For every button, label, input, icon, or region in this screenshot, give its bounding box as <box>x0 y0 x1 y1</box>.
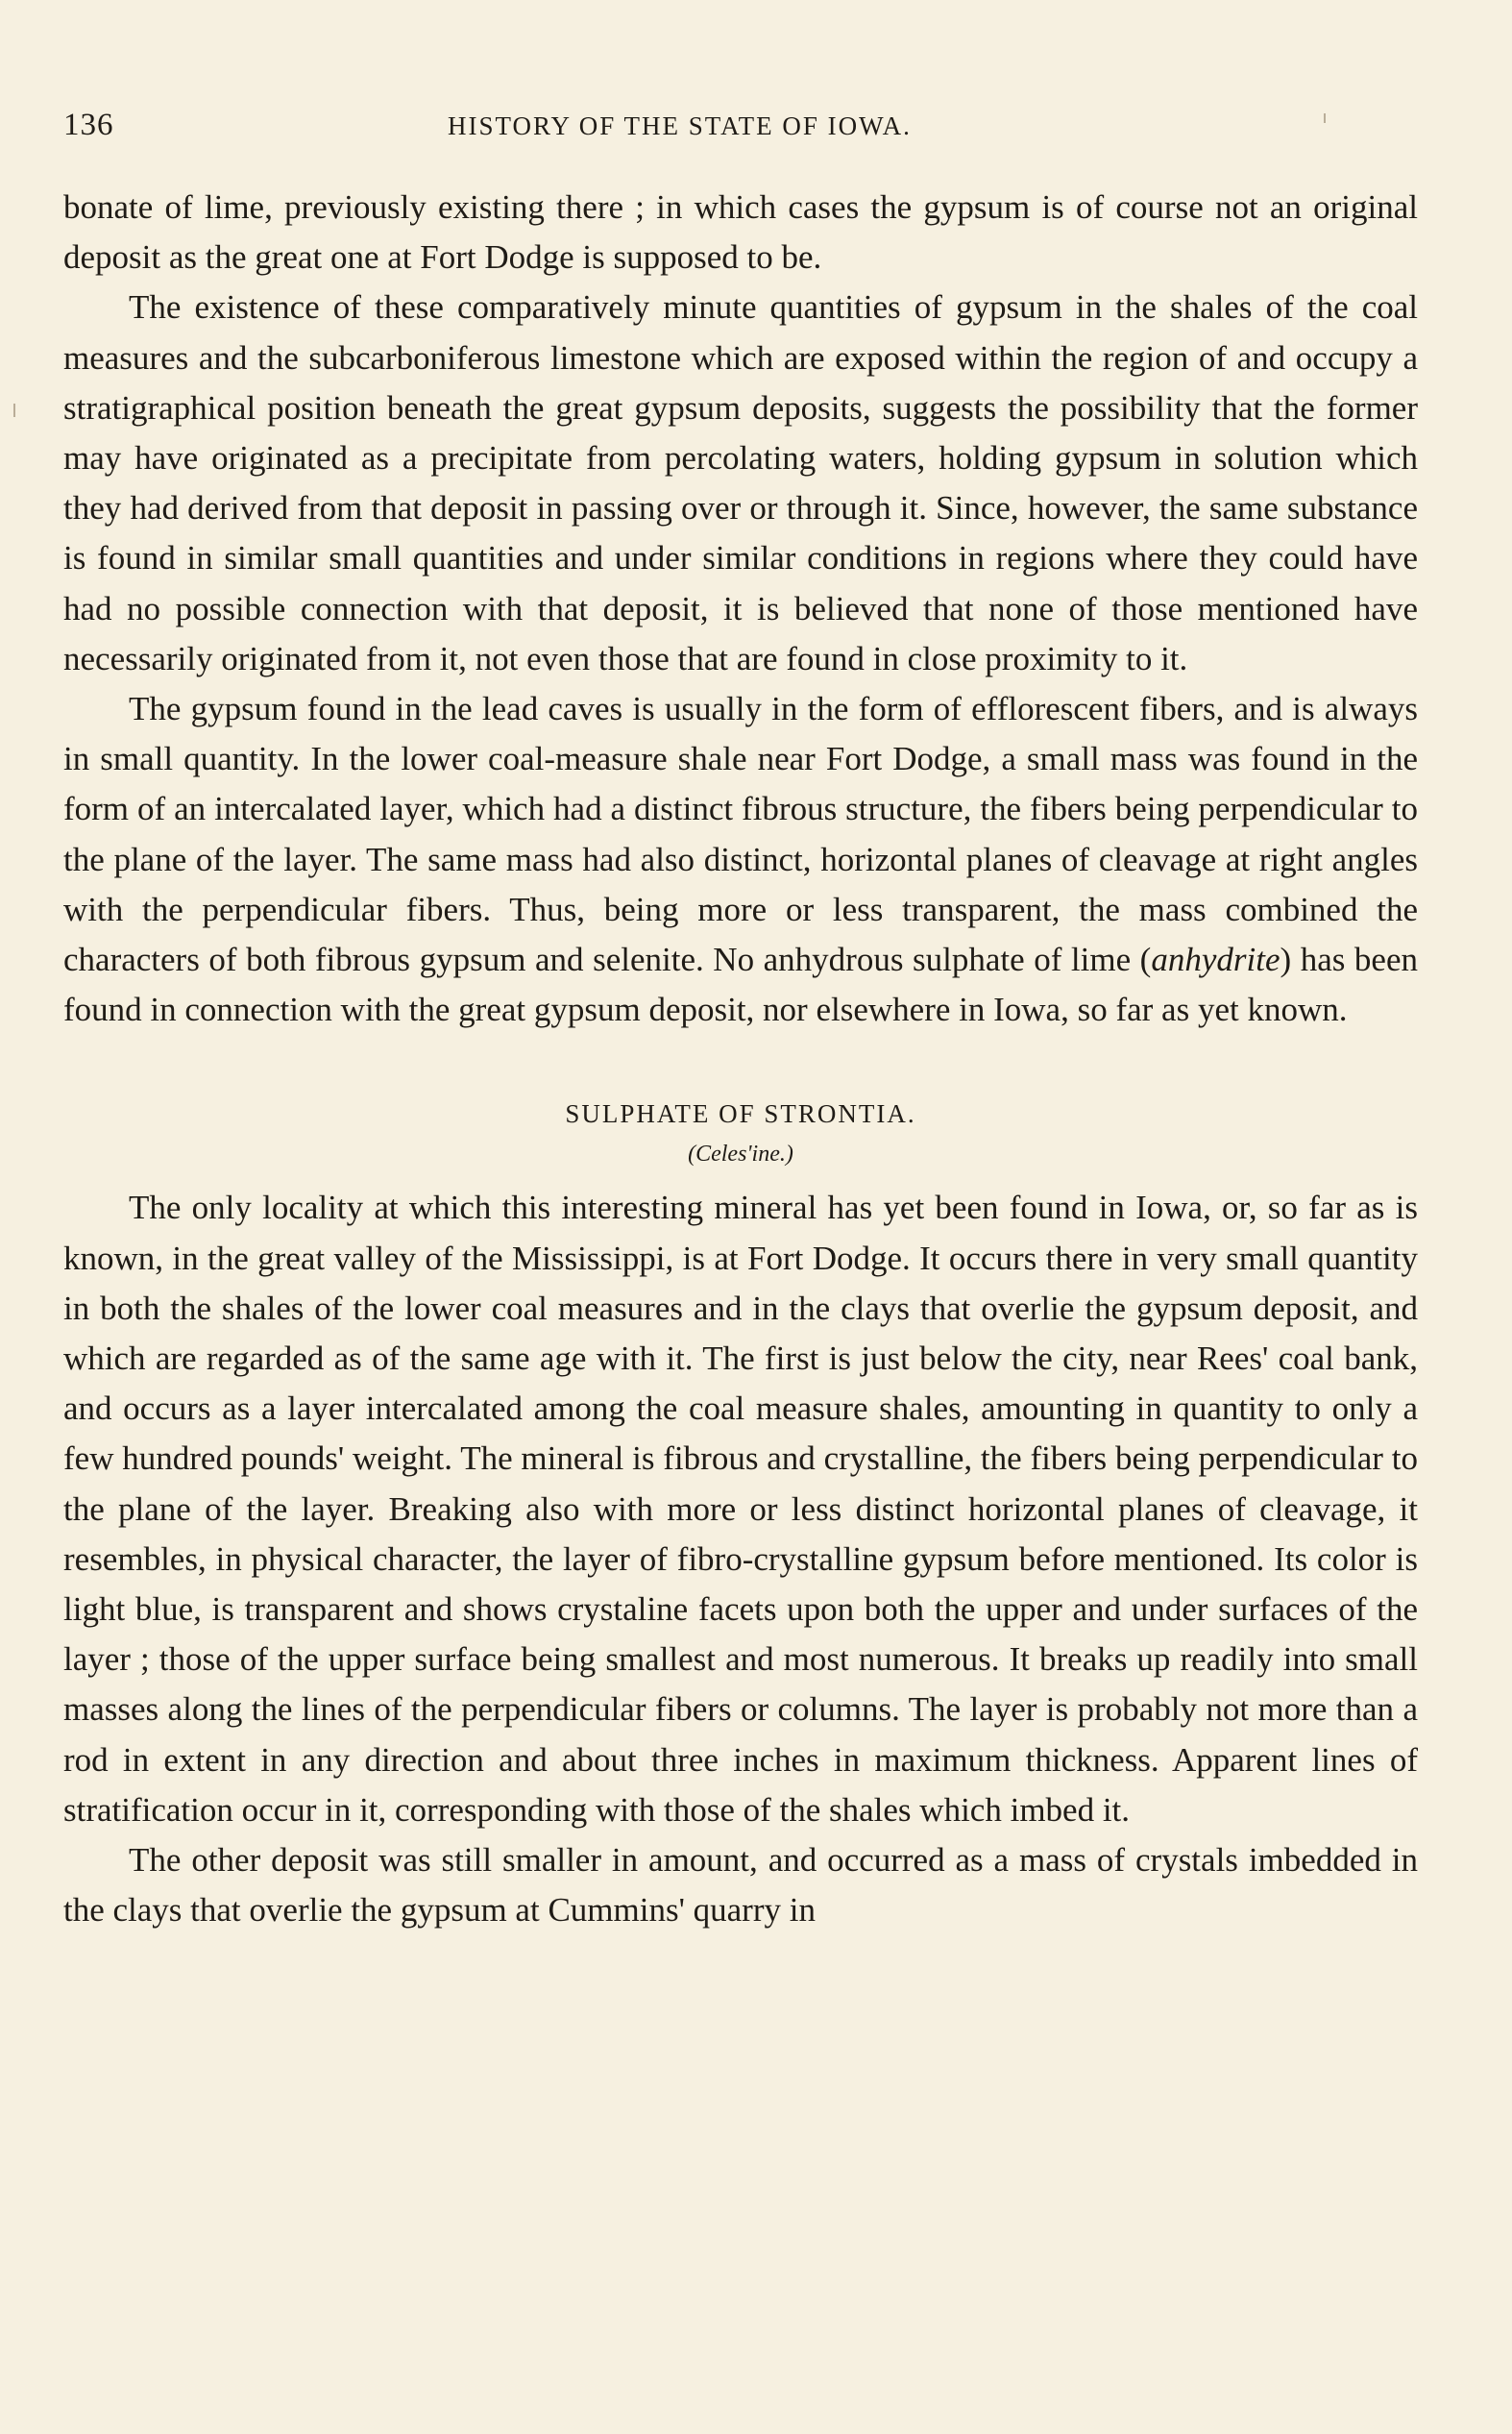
paragraph-gypsum-lead-caves <box>63 684 1418 1035</box>
paragraph-gypsum-minute-quantities: The existence of these comparatively minute quantities of gypsum in the shales of the coal measures and the subcarboniferous limestone which are exposed within the region of and occupy a stratigraphical position beneath the great gypsum deposits, suggests the possibility that the former may have originated as a precipitate from percolating waters, holding gypsum in solution which they had derived from that deposit in passing over or through it. Since, however, the same substance is found in similar small quantities and under similar conditions in regions where they could have had no possible connection with that deposit, it is believed that none of those mentioned have necessarily originated from it, not even those that are found in close proximity to it. <box>63 288 1418 677</box>
paper-speck <box>1324 113 1326 123</box>
page-body <box>63 183 1418 1936</box>
paragraph-continuation: bonate of lime, previously existing there ; in which cases the gypsum is of course not an original deposit as the great one at Fort Dodge is supposed to be. <box>63 188 1418 277</box>
anhydrite-term: anhydrite <box>1151 941 1280 979</box>
paragraph-text-after-term: ) has been found in connection with the great gypsum deposit, nor elsewhere in Iowa, so far as yet known. <box>63 941 1418 1029</box>
section-heading: SULPHATE OF STRONTIA. <box>565 1099 916 1129</box>
section-subheading: (Celes'ine.) <box>688 1142 793 1168</box>
paragraph-strontia-locality: The only locality at which this interesting mineral has yet been found in Iowa, or, so far as is known, in the great valley of the Mississippi, is at Fort Dodge. It occurs there in very small quantity in both the shales of the lower coal measures and in the clays that overlie the gypsum deposit, and which are regarded as of the same age with it. The first is just below the city, near Rees' coal bank, and occurs as a layer intercalated among the coal measure shales, amounting in quantity to only a few hundred pounds' weight. The mineral is fibrous and crystalline, the fibers being perpendicular to the plane of the layer. Breaking also with more or less distinct horizontal planes of cleavage, it resembles, in physical character, the layer of fibro-crystalline gypsum before mentioned. Its color is light blue, is transparent and shows crystaline facets upon both the upper and under surfaces of the layer ; those of the upper surface being smallest and most numerous. It breaks up readily into small masses along the lines of the perpendicular fibers or columns. The layer is probably not more than a rod in extent in any direction and about three inches in maximum thickness. Apparent lines of stratification occur in it, corresponding with those of the shales which imbed it. <box>63 1189 1418 1829</box>
paragraph-text-before-term: The gypsum found in the lead caves is usually in the form of efflorescent fibers, and is always in small quantity. In the lower coal-measure shale near Fort Dodge, a small mass was found in the form of an intercalated layer, which had a distinct fibrous structure, the fibers being perpendicular to the plane of the layer. The same mass had also distinct, horizontal planes of cleavage at right angles with the perpendicular fibers. Thus, being more or less transparent, the mass combined the characters of both fibrous gypsum and selenite. No anhydrous sulphate of lime ( <box>63 690 1418 979</box>
page-number: 136 <box>63 108 114 142</box>
paper-speck <box>13 404 15 417</box>
running-head <box>63 108 1427 154</box>
paragraph-other-deposit: The other deposit was still smaller in amount, and occurred as a mass of crystals imbedded in the clays that overlie the gypsum at Cummins' quarry in <box>63 1841 1418 1930</box>
running-title: HISTORY OF THE STATE OF IOWA. <box>448 111 912 140</box>
